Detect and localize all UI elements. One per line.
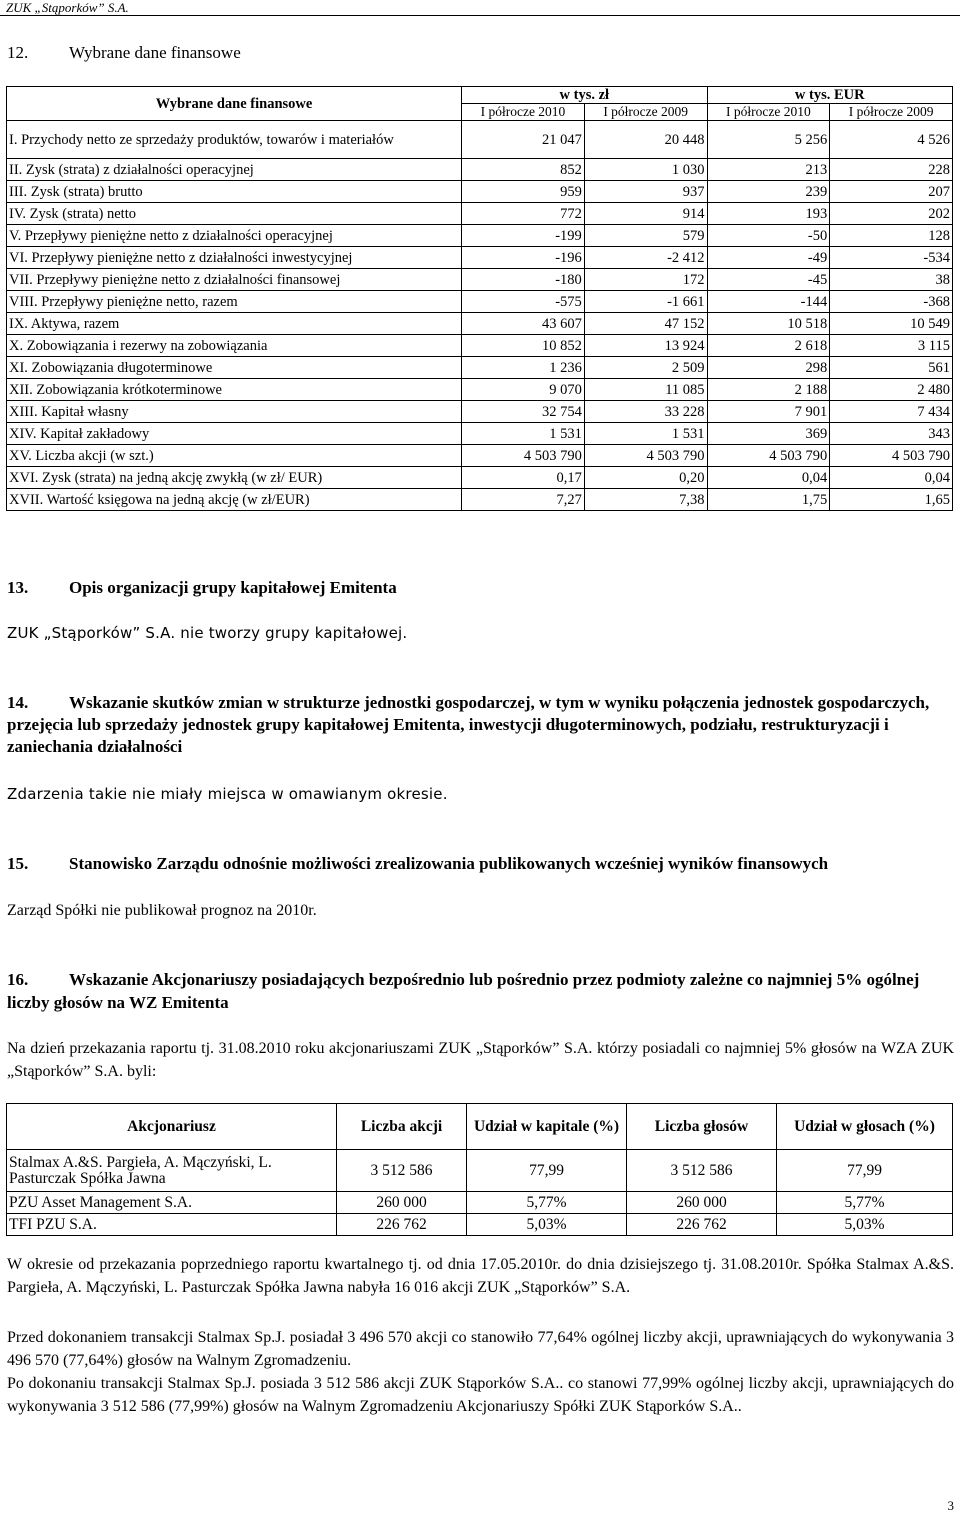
period-header: I półrocze 2010	[462, 104, 585, 121]
section-14-heading	[7, 692, 954, 758]
table-row	[7, 467, 953, 489]
col-header-votes-share: Udział w głosach (%)	[777, 1104, 953, 1150]
eur-header: w tys. EUR	[707, 87, 952, 104]
row-label: IV. Zysk (strata) netto	[7, 203, 462, 225]
row-label: VI. Przepływy pieniężne netto z działalności inwestycyjnej	[7, 247, 462, 269]
running-header-company: ZUK „Stąporków” S.A.	[6, 0, 129, 15]
cell-value: 20 448	[584, 121, 707, 159]
table-row	[7, 291, 953, 313]
cell-value: 561	[830, 357, 953, 379]
cell-value: -2 412	[584, 247, 707, 269]
col-header-votes: Liczba głosów	[627, 1104, 777, 1150]
cell-value: 1 531	[584, 423, 707, 445]
cell-value: 226 762	[337, 1214, 467, 1236]
cell-value: 9 070	[462, 379, 585, 401]
cell-value: 959	[462, 181, 585, 203]
shareholders-table	[6, 1103, 953, 1236]
cell-value: 38	[830, 269, 953, 291]
row-label: XV. Liczba akcji (w szt.)	[7, 445, 462, 467]
cell-value: 239	[707, 181, 830, 203]
cell-value: 7 434	[830, 401, 953, 423]
cell-value: 937	[584, 181, 707, 203]
cell-value: -196	[462, 247, 585, 269]
cell-value: -45	[707, 269, 830, 291]
cell-value: 10 852	[462, 335, 585, 357]
cell-value: 7 901	[707, 401, 830, 423]
table-row	[7, 357, 953, 379]
cell-value: 33 228	[584, 401, 707, 423]
cell-value: 11 085	[584, 379, 707, 401]
cell-value: 172	[584, 269, 707, 291]
cell-value: 4 503 790	[584, 445, 707, 467]
cell-value: 21 047	[462, 121, 585, 159]
row-label: I. Przychody netto ze sprzedaży produktów, towarów i materiałów	[7, 121, 462, 159]
cell-value: 0,20	[584, 467, 707, 489]
row-label: III. Zysk (strata) brutto	[7, 181, 462, 203]
cell-value: 1 030	[584, 159, 707, 181]
section-13-text: ZUK „Stąporków” S.A. nie tworzy grupy kapitałowej.	[7, 624, 408, 642]
table-row	[7, 121, 953, 159]
row-label: XVII. Wartość księgowa na jedną akcję (w zł/EUR)	[7, 489, 462, 511]
table-row	[7, 1214, 953, 1236]
cell-value: 852	[462, 159, 585, 181]
shareholder-name: PZU Asset Management S.A.	[7, 1192, 337, 1214]
cell-value: -144	[707, 291, 830, 313]
cell-value: 260 000	[337, 1192, 467, 1214]
cell-value: 369	[707, 423, 830, 445]
cell-value: 5,77%	[777, 1192, 953, 1214]
cell-value: 3 512 586	[627, 1150, 777, 1192]
section-16-title: Wskazanie Akcjonariuszy posiadających bezpośrednio lub pośrednio przez podmioty zależne co najmniej 5% ogólnej liczby głosów na WZ Emitenta	[7, 970, 920, 1012]
shareholder-name: TFI PZU S.A.	[7, 1214, 337, 1236]
cell-value: -180	[462, 269, 585, 291]
row-label: V. Przepływy pieniężne netto z działalności operacyjnej	[7, 225, 462, 247]
period-header: I półrocze 2009	[584, 104, 707, 121]
row-label: XIV. Kapitał zakładowy	[7, 423, 462, 445]
cell-value: 4 503 790	[462, 445, 585, 467]
table-row	[7, 1192, 953, 1214]
table-row	[7, 379, 953, 401]
row-label: XII. Zobowiązania krótkoterminowe	[7, 379, 462, 401]
table-row	[7, 1150, 953, 1192]
cell-value: 77,99	[777, 1150, 953, 1192]
financial-data-table	[6, 86, 953, 511]
table-row	[7, 423, 953, 445]
cell-value: 0,17	[462, 467, 585, 489]
section-15-number: 15.	[7, 854, 29, 873]
cell-value: 343	[830, 423, 953, 445]
cell-value: 32 754	[462, 401, 585, 423]
cell-value: -49	[707, 247, 830, 269]
section-14-number: 14.	[7, 693, 29, 712]
shareholder-name: Stalmax A.&S. Pargieła, A. Mączyński, L. Pasturczak Spółka Jawna	[7, 1150, 337, 1192]
cell-value: -368	[830, 291, 953, 313]
cell-value: 1 531	[462, 423, 585, 445]
cell-value: 43 607	[462, 313, 585, 335]
cell-value: 213	[707, 159, 830, 181]
cell-value: 13 924	[584, 335, 707, 357]
cell-value: 226 762	[627, 1214, 777, 1236]
cell-value: 202	[830, 203, 953, 225]
page-number: 3	[947, 1498, 954, 1513]
row-label: II. Zysk (strata) z działalności operacyjnej	[7, 159, 462, 181]
section-15-title: Stanowisko Zarządu odnośnie możliwości zrealizowania publikowanych wcześniej wyników finansowych	[69, 854, 829, 873]
cell-value: 4 526	[830, 121, 953, 159]
cell-value: 207	[830, 181, 953, 203]
row-label: VII. Przepływy pieniężne netto z działalności finansowej	[7, 269, 462, 291]
table-row	[7, 335, 953, 357]
cell-value: 4 503 790	[707, 445, 830, 467]
cell-value: 260 000	[627, 1192, 777, 1214]
col-header-capital-share: Udział w kapitale (%)	[467, 1104, 627, 1150]
section-13-heading	[7, 577, 397, 598]
period-header: I półrocze 2009	[830, 104, 953, 121]
cell-value: 0,04	[830, 467, 953, 489]
row-label: VIII. Przepływy pieniężne netto, razem	[7, 291, 462, 313]
table-row	[7, 445, 953, 467]
table-row	[7, 269, 953, 291]
cell-value: 193	[707, 203, 830, 225]
cell-value: -534	[830, 247, 953, 269]
cell-value: 2 509	[584, 357, 707, 379]
section-16-paragraph-2: Przed dokonaniem transakcji Stalmax Sp.J. posiadał 3 496 570 akcji co stanowiło 77,64% ogólnej liczby akcji, uprawniających do wykonywania 3 496 570 (77,64%) głosów na Walnym Zgromadzeniu.	[7, 1329, 954, 1369]
pln-header: w tys. zł	[462, 87, 707, 104]
header-rule	[0, 15, 960, 16]
table-row	[7, 203, 953, 225]
section-13-number: 13.	[7, 578, 29, 597]
section-13-title: Opis organizacji grupy kapitałowej Emitenta	[69, 578, 397, 597]
row-label: IX. Aktywa, razem	[7, 313, 462, 335]
table-row	[7, 489, 953, 511]
cell-value: 77,99	[467, 1150, 627, 1192]
cell-value: 4 503 790	[830, 445, 953, 467]
section-12-heading	[7, 42, 241, 63]
cell-value: 5,03%	[467, 1214, 627, 1236]
col-header-shares: Liczba akcji	[337, 1104, 467, 1150]
row-label: XIII. Kapitał własny	[7, 401, 462, 423]
cell-value: 47 152	[584, 313, 707, 335]
cell-value: 7,38	[584, 489, 707, 511]
section-16-intro: Na dzień przekazania raportu tj. 31.08.2010 roku akcjonariuszami ZUK „Stąporków” S.A. którzy posiadali co najmniej 5% głosów na WZA ZUK „Stąporków” S.A. byli:	[7, 1040, 954, 1080]
cell-value: 5 256	[707, 121, 830, 159]
section-12-number: 12.	[7, 43, 29, 62]
cell-value: 7,27	[462, 489, 585, 511]
cell-value: 5,77%	[467, 1192, 627, 1214]
cell-value: 2 188	[707, 379, 830, 401]
table-row	[7, 181, 953, 203]
cell-value: 579	[584, 225, 707, 247]
cell-value: 772	[462, 203, 585, 225]
cell-value: 1,65	[830, 489, 953, 511]
row-label: XVI. Zysk (strata) na jedną akcję zwykłą (w zł/ EUR)	[7, 467, 462, 489]
table-row	[7, 313, 953, 335]
cell-value: 1,75	[707, 489, 830, 511]
cell-value: 1 236	[462, 357, 585, 379]
cell-value: 228	[830, 159, 953, 181]
cell-value: 10 549	[830, 313, 953, 335]
cell-value: 10 518	[707, 313, 830, 335]
section-12-title: Wybrane dane finansowe	[69, 43, 241, 62]
section-16-paragraph-3: Po dokonaniu transakcji Stalmax Sp.J. posiada 3 512 586 akcji ZUK Stąporków S.A.. co stanowi 77,99% ogólnej liczby akcji, uprawniających do wykonywania 3 512 586 (77,99%) głosów na Walnym Zgromadzeniu Akcjonariuszy Spółki ZUK Stąporków S.A..	[7, 1375, 954, 1415]
section-14-text: Zdarzenia takie nie miały miejsca w omawianym okresie.	[7, 785, 448, 803]
table-row	[7, 159, 953, 181]
section-16-paragraph-1: W okresie od przekazania poprzedniego raportu kwartalnego tj. od dnia 17.05.2010r. do dnia dzisiejszego tj. 31.08.2010r. Spółka Stalmax A.&S. Pargieła, A. Mączyński, L. Pasturczak Spółka Jawna nabyła 16 016 akcji ZUK „Stąporków” S.A.	[7, 1256, 954, 1296]
table-corner-header: Wybrane dane finansowe	[7, 87, 462, 121]
table-row	[7, 247, 953, 269]
cell-value: -199	[462, 225, 585, 247]
cell-value: 128	[830, 225, 953, 247]
table-row	[7, 401, 953, 423]
cell-value: 914	[584, 203, 707, 225]
period-header: I półrocze 2010	[707, 104, 830, 121]
section-16-number: 16.	[7, 970, 29, 989]
section-15-heading	[7, 853, 954, 874]
section-14-title: Wskazanie skutków zmian w strukturze jednostki gospodarczej, w tym w wyniku połączenia jednostek gospodarczych, przejęcia lub sprzedaży jednostek grupy kapitałowej Emitenta, inwestycji długoterminowych, podziału, restrukturyzacji i zaniechania działalności	[7, 693, 930, 756]
cell-value: 3 512 586	[337, 1150, 467, 1192]
cell-value: 0,04	[707, 467, 830, 489]
cell-value: -575	[462, 291, 585, 313]
row-label: XI. Zobowiązania długoterminowe	[7, 357, 462, 379]
cell-value: 298	[707, 357, 830, 379]
cell-value: -1 661	[584, 291, 707, 313]
row-label: X. Zobowiązania i rezerwy na zobowiązania	[7, 335, 462, 357]
cell-value: -50	[707, 225, 830, 247]
section-15-text: Zarząd Spółki nie publikował prognoz na 2010r.	[7, 902, 317, 919]
table-row	[7, 225, 953, 247]
section-16-heading	[7, 968, 954, 1014]
cell-value: 2 618	[707, 335, 830, 357]
cell-value: 5,03%	[777, 1214, 953, 1236]
cell-value: 2 480	[830, 379, 953, 401]
col-header-shareholder: Akcjonariusz	[7, 1104, 337, 1150]
cell-value: 3 115	[830, 335, 953, 357]
